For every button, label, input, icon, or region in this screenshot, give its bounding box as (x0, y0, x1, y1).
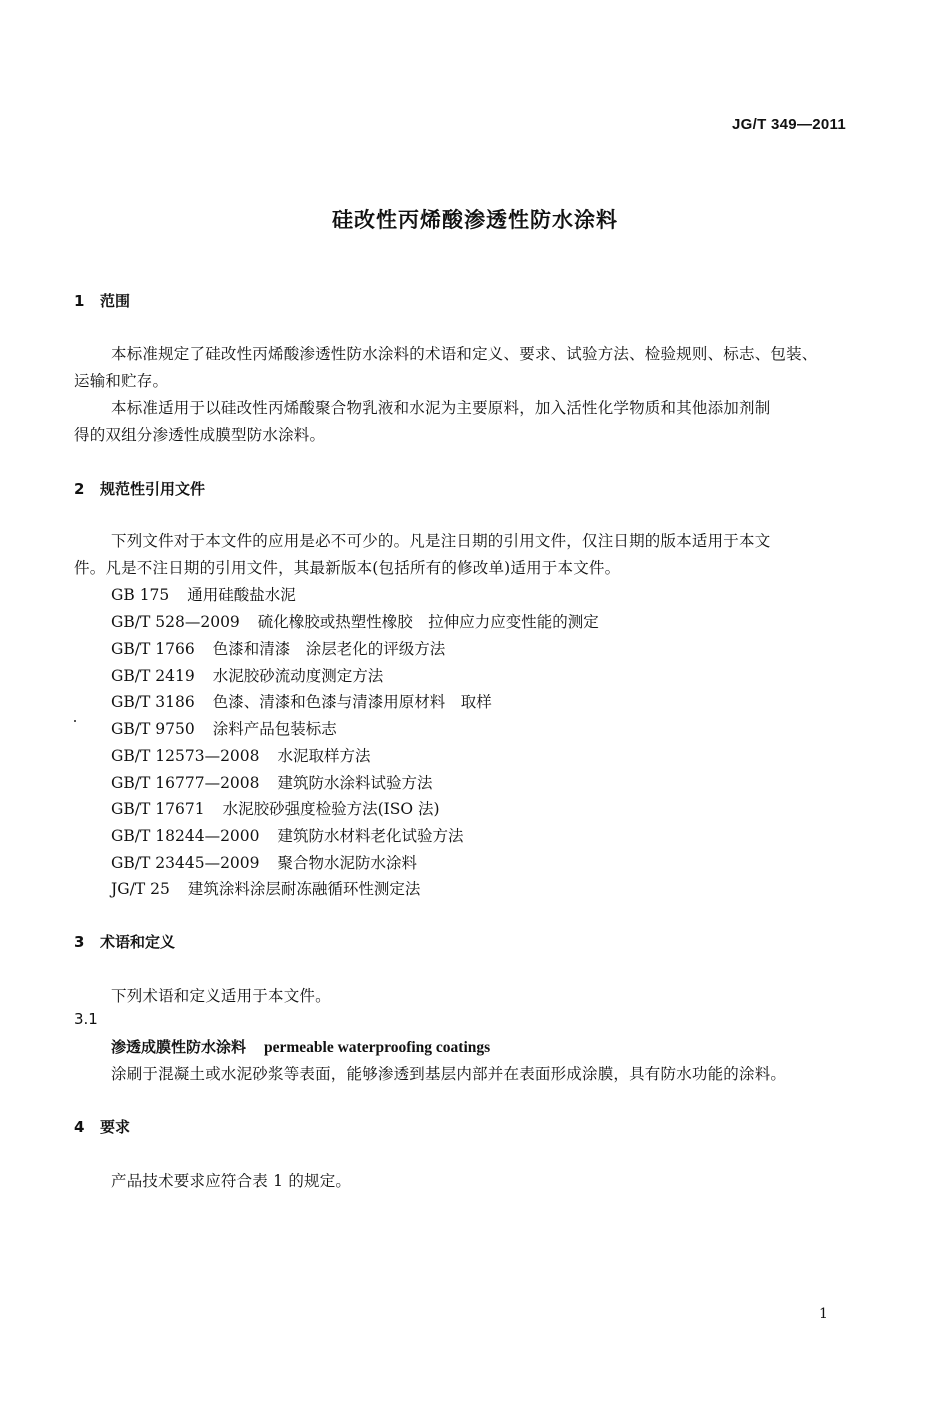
section-number: 3 (74, 933, 85, 951)
reference-code: GB/T 9750 (111, 720, 195, 738)
section-number: 4 (74, 1118, 85, 1136)
section-number: 2 (74, 480, 85, 498)
term-chinese: 渗透成膜性防水涂料 (111, 1038, 247, 1056)
section-1-paragraph-1-line-2: 运输和贮存。 (74, 372, 169, 390)
reference-item (111, 690, 492, 712)
reference-title: 通用硅酸盐水泥 (187, 586, 296, 604)
reference-title: 涂料产品包装标志 (212, 720, 337, 738)
reference-code: GB/T 12573—2008 (111, 747, 260, 765)
reference-code: GB/T 16777—2008 (111, 774, 260, 792)
reference-title: 水泥胶砂强度检验方法(ISO 法) (222, 800, 440, 818)
reference-item (111, 610, 599, 632)
reference-title: 建筑防水材料老化试验方法 (277, 827, 464, 845)
reference-title: 聚合物水泥防水涂料 (277, 854, 418, 872)
reference-item (111, 583, 296, 605)
document-title: 硅改性丙烯酸渗透性防水涂料 (332, 208, 618, 232)
reference-title: 水泥取样方法 (277, 747, 371, 765)
term-english: permeable waterproofing coatings (264, 1039, 491, 1056)
reference-item (111, 744, 371, 766)
reference-title: 建筑涂料涂层耐冻融循环性测定法 (187, 880, 421, 898)
reference-item (111, 824, 464, 846)
section-4-heading (74, 1116, 130, 1137)
reference-code: GB/T 23445—2009 (111, 854, 260, 872)
reference-code: GB/T 528—2009 (111, 613, 240, 631)
reference-item (111, 851, 417, 873)
reference-item (111, 877, 420, 899)
reference-code: JG/T 25 (111, 880, 170, 898)
reference-code: GB/T 2419 (111, 667, 195, 685)
reference-item (111, 797, 440, 819)
scan-speck (74, 720, 76, 722)
section-title: 术语和定义 (100, 933, 176, 951)
reference-code: GB/T 18244—2000 (111, 827, 260, 845)
section-1-paragraph-2-line-1: 本标准适用于以硅改性丙烯酸聚合物乳液和水泥为主要原料，加入活性化学物质和其他添加剂制 (111, 399, 771, 417)
section-title: 要求 (100, 1118, 131, 1136)
reference-item (111, 664, 383, 686)
section-1-heading (74, 290, 130, 311)
reference-item (111, 637, 445, 659)
subsection-number: 3.1 (74, 1010, 98, 1028)
reference-item (111, 771, 433, 793)
reference-item (111, 717, 337, 739)
reference-title: 水泥胶砂流动度测定方法 (212, 667, 384, 685)
section-1-paragraph-1-line-1: 本标准规定了硅改性丙烯酸渗透性防水涂料的术语和定义、要求、试验方法、检验规则、标志、包装、 (111, 345, 818, 363)
section-2-intro-line-2: 件。凡是不注日期的引用文件，其最新版本(包括所有的修改单)适用于本文件。 (74, 559, 621, 577)
reference-title: 建筑防水涂料试验方法 (277, 774, 433, 792)
reference-code: GB 175 (111, 586, 170, 604)
section-3-heading (74, 931, 175, 952)
reference-title: 色漆、清漆和色漆与清漆用原材料 取样 (212, 693, 492, 711)
reference-code: GB/T 3186 (111, 693, 195, 711)
reference-code: GB/T 17671 (111, 800, 205, 818)
reference-code: GB/T 1766 (111, 640, 195, 658)
term-definition: 涂刷于混凝土或水泥砂浆等表面，能够渗透到基层内部并在表面形成涂膜，具有防水功能的涂料。 (111, 1065, 787, 1083)
section-4-text: 产品技术要求应符合表 1 的规定。 (111, 1172, 352, 1190)
page-number: 1 (819, 1306, 828, 1322)
section-title: 范围 (100, 292, 131, 310)
reference-title: 硫化橡胶或热塑性橡胶 拉伸应力应变性能的测定 (257, 613, 599, 631)
term-entry (111, 1036, 490, 1057)
standard-code: JG/T 349—2011 (732, 116, 846, 133)
section-2-intro-line-1: 下列文件对于本文件的应用是必不可少的。凡是注日期的引用文件，仅注日期的版本适用于本文 (111, 532, 771, 550)
section-3-intro: 下列术语和定义适用于本文件。 (111, 987, 331, 1005)
section-2-heading (74, 478, 205, 499)
section-number: 1 (74, 292, 85, 310)
section-1-paragraph-2-line-2: 得的双组分渗透性成膜型防水涂料。 (74, 426, 326, 444)
reference-title: 色漆和清漆 涂层老化的评级方法 (212, 640, 446, 658)
section-title: 规范性引用文件 (100, 480, 206, 498)
